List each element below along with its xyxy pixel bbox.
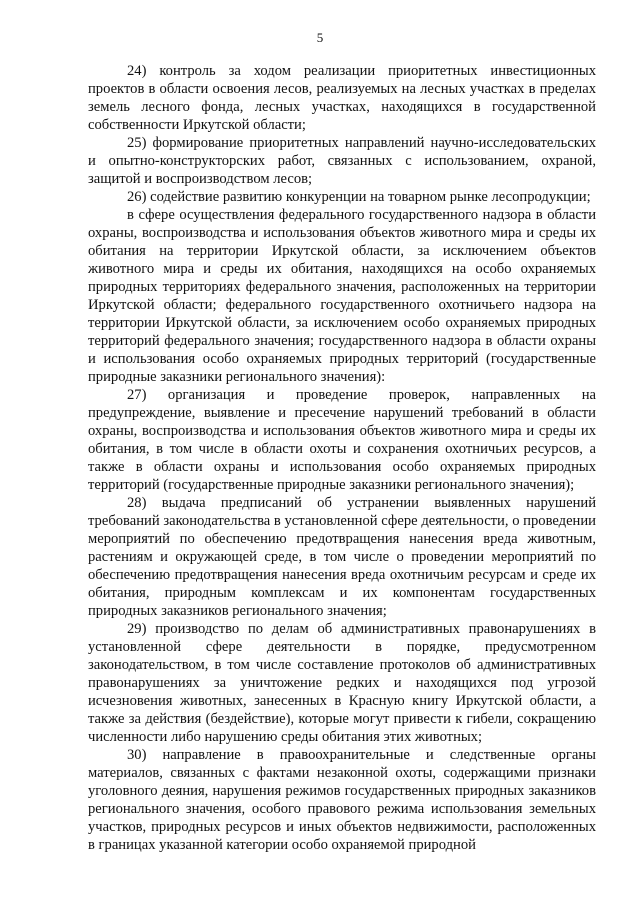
paragraph-item-24: 24) контроль за ходом реализации приоритетных инвестиционных проектов в области освоения лесов, реализуемых на лесных участках в пределах земель лесного фонда, лесных участках, находящихся в государственной собственности Иркутской области; [88,63,596,133]
paragraph-item-26: 26) содействие развитию конкуренции на товарном рынке лесопродукции; [127,189,591,205]
page-number: 5 [316,30,324,45]
paragraph-item-30: 30) направление в правоохранительные и следственные органы материалов, связанных с фактами незаконной охоты, содержащими признаки уголовного деяния, нарушения режимов государственных природных заказников регионального значения, особого правового режима использования земельных участков, природных ресурсов и иных объектов недвижимости, расположенных в границах указанной категории особо охраняемой природной [88,747,596,853]
paragraph-item-27: 27) организация и проведение проверок, направленных на предупреждение, выявление и пресечение нарушений требований в области охраны, воспроизводства и использования объектов животного мира и среды их обитания, в том числе в области охоты и сохранения охотничьих ресурсов, а также в области охраны и использования особо охраняемых природных территорий (государственные природные заказники регионального значения); [88,387,596,493]
document-body [88,62,596,854]
paragraph-section-intro: в сфере осуществления федерального государственного надзора в области охраны, воспроизводства и использования объектов животного мира и среды их обитания на территории Иркутской области, за исключением объектов животного мира и среды их обитания, находящихся на особо охраняемых природных территориях федерального значения, расположенных на территории Иркутской области; федерального государственного охотничьего надзора на территории Иркутской области, за исключением особо охраняемых природных территорий федерального значения; государственного надзора в области охраны и использования особо охраняемых природных территорий (государственные природные заказники регионального значения): [88,207,596,385]
paragraph-item-25: 25) формирование приоритетных направлений научно-исследовательских и опытно-конструкторских работ, связанных с использованием, охраной, защитой и воспроизводством лесов; [88,135,596,187]
paragraph-item-29: 29) производство по делам об административных правонарушениях в установленной сфере деятельности в порядке, предусмотренном законодательством, в том числе составление протоколов об административных правонарушениях за уничтожение редких и находящихся под угрозой исчезновения животных, занесенных в Красную книгу Иркутской области, а также за действия (бездействие), которые могут привести к гибели, сокращению численности либо нарушению среды обитания этих животных; [88,621,596,745]
paragraph-item-28: 28) выдача предписаний об устранении выявленных нарушений требований законодательства в установленной сфере деятельности, о проведении мероприятий по обеспечению предотвращения нанесения вреда животным, растениям и окружающей среде, в том числе о проведении мероприятий по обеспечению предотвращения нанесения вреда охотничьим ресурсам и среде их обитания, природным комплексам и их компонентам государственных природных заказников регионального значения; [88,495,596,619]
